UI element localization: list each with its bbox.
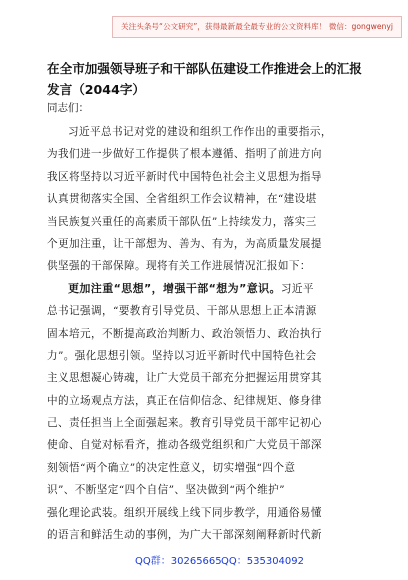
section-heading: 更加注重“思想”，增强干部“想为”意识。 xyxy=(68,281,281,295)
paragraph-line xyxy=(47,524,367,546)
line-text: 习近平总书记对党的建设和组织工作作出的重要指示， xyxy=(68,126,332,138)
line-text: 当民族复兴重任的高素质干部队伍”上持续发力，落实三 xyxy=(47,215,317,228)
paragraph-line xyxy=(47,121,367,143)
line-text: 识”、不断坚定“四个自信”、坚决做到“两个维护” xyxy=(47,484,285,497)
line-text: 力”。强化思想引领。坚持以习近平新时代中国特色社会 xyxy=(47,349,317,362)
line-text: 的语言和鲜活生动的事例，为广大干部深刻阐释新时代新 xyxy=(47,529,322,542)
paragraph-line xyxy=(47,367,367,389)
line-text: 主义思想凝心铸魂，让广大党员干部充分把握运用贯穿其 xyxy=(47,372,322,385)
footer xyxy=(0,553,408,571)
paragraph-line xyxy=(47,479,367,501)
line-text: 总书记强调，“要教育引导党员、干部从思想上正本清源 xyxy=(47,305,317,318)
line-text: 供坚强的干部保障。现将有关工作进展情况汇报如下： xyxy=(47,260,311,273)
line-text: 为我们进一步做好工作提供了根本遵循、指明了前进方向 xyxy=(47,148,322,161)
paragraph-line xyxy=(47,412,367,434)
line-text: 强化理论武装。组织开展线上线下同步教学，用通俗易懂 xyxy=(47,506,322,519)
paragraph-line xyxy=(47,502,367,524)
paragraph-line xyxy=(47,300,367,322)
title-line-1: 在全市加强领导班子和干部队伍建设工作推进会上的汇报 xyxy=(47,61,362,76)
line-text: 使命、自觉对标看齐，推动各级党组织和广大党员干部深 xyxy=(47,439,322,452)
document-title xyxy=(47,58,367,100)
paragraph-line xyxy=(47,278,367,300)
line-text: 刻领悟“两个确立”的决定性意义，切实增强“四个意 xyxy=(47,461,296,474)
paragraph-line xyxy=(47,188,367,210)
header-banner: 关注头条号“公文研究”，获得最新最全最专业的公文资料库！ 微信：gongwenyj xyxy=(112,16,402,38)
line-text: 固本培元，不断提高政治判断力、政治领悟力、政治执行 xyxy=(47,327,322,340)
greeting: 同志们： xyxy=(47,102,89,114)
paragraph-line xyxy=(47,143,367,165)
paragraph-line xyxy=(47,390,367,412)
paragraph-line xyxy=(47,323,367,345)
paragraph-line xyxy=(47,457,367,479)
footer-qq: QQ：535304092 xyxy=(221,556,305,567)
document-body xyxy=(47,121,367,546)
paragraph-line xyxy=(47,255,367,277)
paragraph-line xyxy=(47,434,367,456)
paragraph-line xyxy=(47,211,367,233)
title-line-2: 发言（2044字） xyxy=(47,82,146,97)
line-text: 个更加注重，让干部想为、善为、有为，为高质量发展提 xyxy=(47,237,322,250)
line-text: 认真贯彻落实全国、全省组织工作会议精神，在“建设堪 xyxy=(47,193,317,206)
line-text: 我区将坚持以习近平新时代中国特色社会主义思想为指导 xyxy=(47,170,322,183)
footer-qq-group: QQ群：30265665 xyxy=(135,556,222,567)
paragraph-line xyxy=(47,166,367,188)
line-text: 中的立场观点方法，真正在信仰信念、纪律规矩、修身律 xyxy=(47,394,322,407)
line-text: 己、责任担当上全面强起来。教育引导党员干部牢记初心 xyxy=(47,417,322,430)
paragraph-line xyxy=(47,345,367,367)
paragraph-line xyxy=(47,233,367,255)
line-text: 习近平 xyxy=(280,282,314,295)
